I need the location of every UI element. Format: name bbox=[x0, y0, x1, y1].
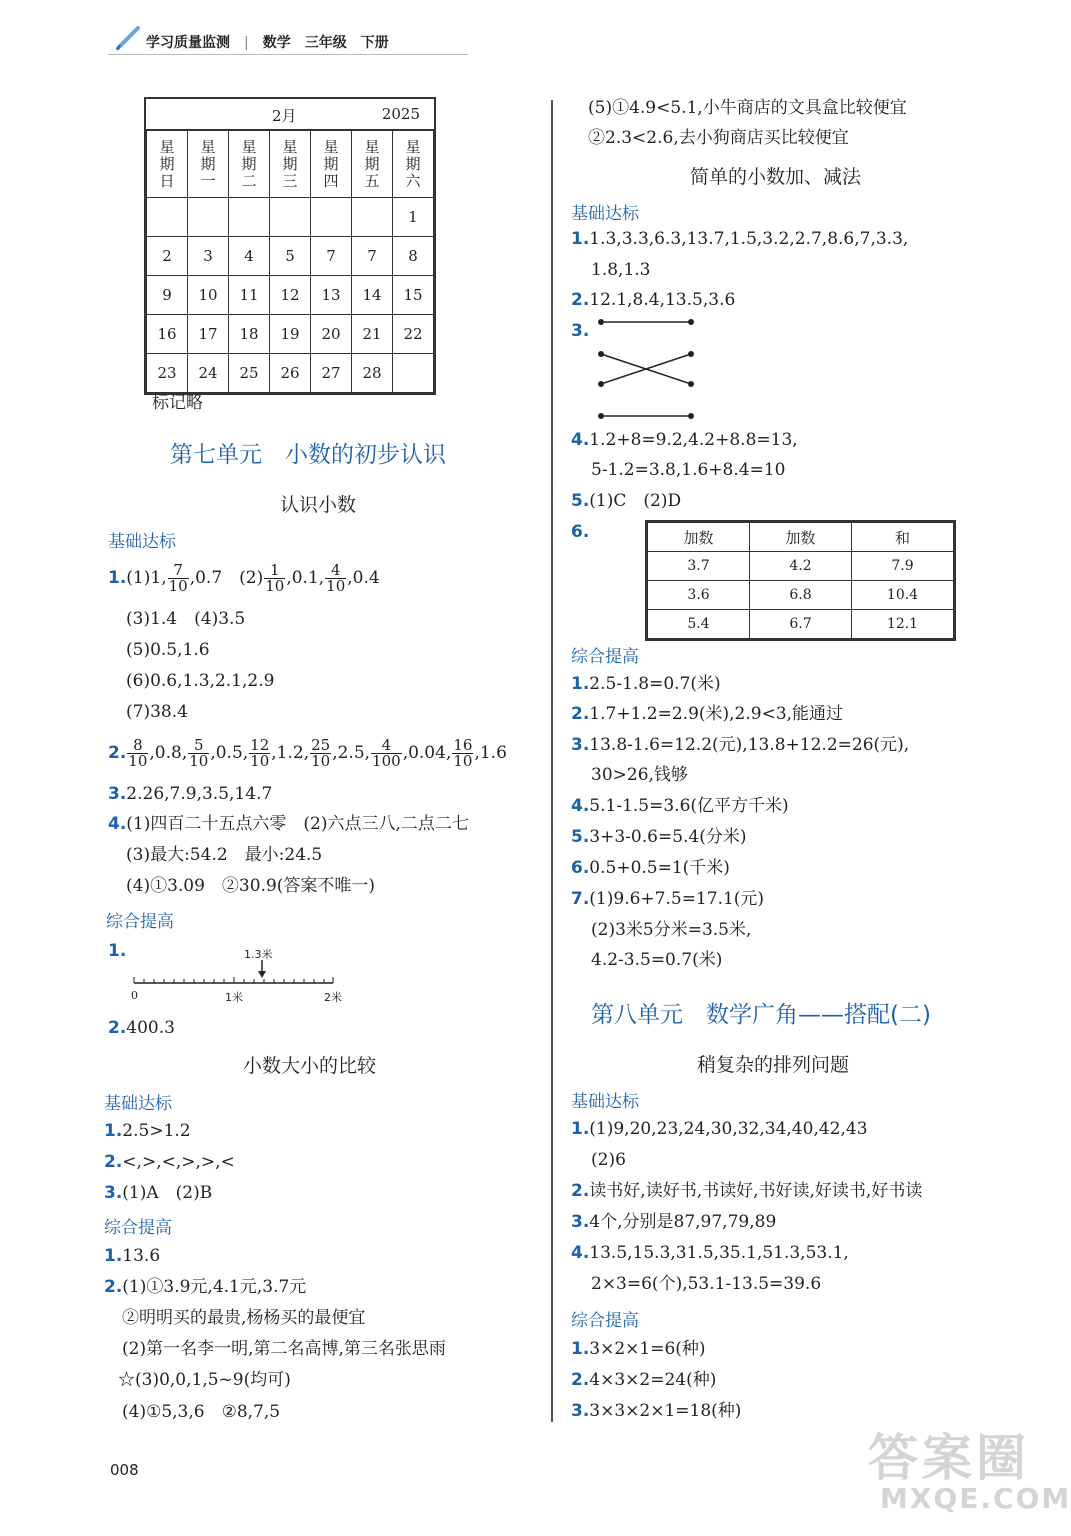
day-cell: 23 bbox=[147, 354, 188, 393]
answer-line: 5-1.2=3.8,1.6+8.4=10 bbox=[591, 460, 786, 480]
answer-line: (2)6 bbox=[591, 1150, 626, 1170]
day-cell: 12 bbox=[270, 276, 311, 315]
answer-line: (2)第一名李一明,第二名高博,第三名张思雨 bbox=[122, 1339, 446, 1359]
day-cell bbox=[270, 198, 311, 237]
answer-line: 3.2.26,7.9,3.5,14.7 bbox=[108, 784, 273, 804]
table-header: 加数 bbox=[750, 523, 852, 552]
weekday: 星期日 bbox=[147, 131, 188, 198]
answer-line: 2.4×3×2=24(种) bbox=[571, 1370, 717, 1390]
day-cell: 3 bbox=[188, 237, 229, 276]
table-cell: 6.8 bbox=[750, 581, 852, 610]
answer-line: 1.2.5>1.2 bbox=[104, 1121, 191, 1141]
day-cell: 4 bbox=[229, 237, 270, 276]
series-name: 学习质量监测 bbox=[146, 35, 230, 51]
table-cell: 3.6 bbox=[648, 581, 750, 610]
weekday: 星期一 bbox=[188, 131, 229, 198]
tick-label: 0 bbox=[131, 989, 138, 1002]
answer-line: (2)3米5分米=3.5米, bbox=[591, 920, 752, 940]
answer-line: 5.3+3-0.6=5.4(分米) bbox=[571, 827, 747, 847]
pencil-icon bbox=[114, 24, 142, 56]
day-cell: 2 bbox=[147, 237, 188, 276]
section-title: 稍复杂的排列问题 bbox=[697, 1054, 850, 1076]
table-cell: 10.4 bbox=[852, 581, 954, 610]
answer-line: 4.1.2+8=9.2,4.2+8.8=13, bbox=[571, 430, 798, 450]
answer-line: 2.400.3 bbox=[108, 1018, 175, 1038]
calendar-year: 2025 bbox=[381, 105, 420, 123]
answer-line: ☆(3)0,0,1,5~9(均可) bbox=[118, 1370, 291, 1390]
answer-line: 7.(1)9.6+7.5=17.1(元) bbox=[571, 889, 765, 909]
day-cell bbox=[188, 198, 229, 237]
day-cell: 11 bbox=[229, 276, 270, 315]
calendar-grid bbox=[146, 130, 434, 393]
answer-line: 5.(1)C (2)D bbox=[571, 491, 682, 511]
unit-title: 第八单元 数学广角——搭配(二) bbox=[591, 1002, 931, 1028]
tick-label: 1米 bbox=[225, 991, 243, 1004]
table-cell: 3.7 bbox=[648, 552, 750, 581]
column-divider bbox=[551, 100, 553, 1422]
answer-line: (6)0.6,1.3,2.1,2.9 bbox=[126, 671, 275, 691]
table-cell: 4.2 bbox=[750, 552, 852, 581]
weekday: 星期四 bbox=[311, 131, 352, 198]
day-cell: 18 bbox=[229, 315, 270, 354]
answer-line: 6.0.5+0.5=1(千米) bbox=[571, 858, 730, 878]
answer-line: (5)0.5,1.6 bbox=[126, 640, 210, 660]
answer-line: 3.13.8-1.6=12.2(元),13.8+12.2=26(元), bbox=[571, 735, 910, 755]
answer-line: 4.13.5,15.3,31.5,35.1,51.3,53.1, bbox=[571, 1243, 849, 1263]
number-line bbox=[128, 944, 348, 1006]
answer-line: 1.2.5-1.8=0.7(米) bbox=[571, 674, 721, 694]
day-cell: 28 bbox=[352, 354, 393, 393]
answer-line: (4)①3.09 ②30.9(答案不唯一) bbox=[126, 876, 376, 896]
table-row bbox=[648, 552, 954, 581]
subsection-label: 综合提高 bbox=[104, 1218, 172, 1238]
answer-line: (3)1.4 (4)3.5 bbox=[126, 609, 246, 629]
day-cell: 5 bbox=[270, 237, 311, 276]
weekday: 星期六 bbox=[393, 131, 434, 198]
weekday: 星期五 bbox=[352, 131, 393, 198]
table-cell: 5.4 bbox=[648, 610, 750, 639]
section-title: 小数大小的比较 bbox=[243, 1055, 377, 1077]
subsection-label: 综合提高 bbox=[106, 912, 174, 932]
volume: 下册 bbox=[360, 35, 389, 51]
day-cell: 22 bbox=[393, 315, 434, 354]
watermark-logo: 答案圈 bbox=[868, 1429, 1030, 1487]
day-cell: 14 bbox=[352, 276, 393, 315]
subsection-label: 基础达标 bbox=[571, 1092, 639, 1112]
day-cell: 15 bbox=[393, 276, 434, 315]
day-cell: 13 bbox=[311, 276, 352, 315]
answer-line: 2×3=6(个),53.1-13.5=39.6 bbox=[591, 1274, 822, 1294]
matching-lines bbox=[596, 312, 700, 424]
answer-line: 1.(1)9,20,23,24,30,32,34,40,42,43 bbox=[571, 1119, 868, 1139]
day-cell bbox=[147, 198, 188, 237]
day-cell: 17 bbox=[188, 315, 229, 354]
number-line-marker: 1.3米 bbox=[244, 948, 273, 961]
table-row bbox=[648, 581, 954, 610]
table-header: 和 bbox=[852, 523, 954, 552]
answer-line: 1.13.6 bbox=[104, 1246, 161, 1266]
subsection-label: 基础达标 bbox=[571, 204, 639, 224]
day-cell: 21 bbox=[352, 315, 393, 354]
day-cell: 16 bbox=[147, 315, 188, 354]
answer-line: 3. bbox=[571, 321, 590, 341]
calendar-header bbox=[146, 99, 434, 130]
header-rule bbox=[108, 54, 468, 55]
answer-line: 2.<,>,<,>,>,< bbox=[104, 1152, 235, 1172]
answer-line: 6. bbox=[571, 522, 590, 542]
subsection-label: 综合提高 bbox=[571, 647, 639, 667]
subject: 数学 bbox=[262, 35, 291, 51]
day-cell: 8 bbox=[393, 237, 434, 276]
day-cell: 20 bbox=[311, 315, 352, 354]
weekday: 星期三 bbox=[270, 131, 311, 198]
day-cell bbox=[311, 198, 352, 237]
day-cell bbox=[393, 354, 434, 393]
answer-line: (5)①4.9<5.1,小牛商店的文具盒比较便宜 bbox=[588, 98, 907, 118]
table-cell: 12.1 bbox=[852, 610, 954, 639]
answer-line: 2.12.1,8.4,13.5,3.6 bbox=[571, 290, 736, 310]
subsection-label: 基础达标 bbox=[104, 1094, 172, 1114]
day-cell: 9 bbox=[147, 276, 188, 315]
table-header: 加数 bbox=[648, 523, 750, 552]
answer-line: ②2.3<2.6,去小狗商店买比较便宜 bbox=[588, 128, 849, 148]
answer-line: (7)38.4 bbox=[126, 702, 188, 722]
day-cell: 26 bbox=[270, 354, 311, 393]
watermark-url: MXQE.COM bbox=[880, 1482, 1071, 1515]
subsection-label: 基础达标 bbox=[108, 532, 176, 552]
calendar bbox=[144, 97, 436, 395]
table-cell: 7.9 bbox=[852, 552, 954, 581]
answer-line: 3.4个,分别是87,97,79,89 bbox=[571, 1212, 777, 1232]
matching-diagram bbox=[596, 312, 700, 428]
answer-line: 1.3×2×1=6(种) bbox=[571, 1339, 706, 1359]
answer-line: 1.(1)1, $\frac{7}{10}$ ,0.7 (2) $\frac{1}{10}$ ,0.1, $\frac{4}{10}$ ,0.4 bbox=[108, 561, 380, 595]
page-header: 学习质量监测 | 数学 三年级 下册 bbox=[146, 35, 389, 51]
day-cell: 7 bbox=[311, 237, 352, 276]
grade: 三年级 bbox=[304, 35, 347, 51]
page-number: 008 bbox=[110, 1461, 139, 1479]
calendar-note: 标记略 bbox=[152, 393, 203, 413]
day-cell: 25 bbox=[229, 354, 270, 393]
day-cell: 19 bbox=[270, 315, 311, 354]
table-row bbox=[648, 610, 954, 639]
day-cell: 10 bbox=[188, 276, 229, 315]
section-title: 认识小数 bbox=[280, 494, 357, 516]
weekday: 星期二 bbox=[229, 131, 270, 198]
subsection-label: 综合提高 bbox=[571, 1311, 639, 1331]
answer-line: 4.2-3.5=0.7(米) bbox=[591, 950, 723, 970]
day-cell: 1 bbox=[393, 198, 434, 237]
answer-line: 4.(1)四百二十五点六零 (2)六点三八,二点二七 bbox=[108, 814, 469, 834]
day-cell bbox=[229, 198, 270, 237]
day-cell: 27 bbox=[311, 354, 352, 393]
calendar-month: 2月 bbox=[272, 107, 297, 125]
answer-line: ②明明买的最贵,杨杨买的最便宜 bbox=[122, 1308, 366, 1328]
day-cell: 7 bbox=[352, 237, 393, 276]
answer-line: (4)①5,3,6 ②8,7,5 bbox=[122, 1402, 281, 1422]
answer-line: 2. $\frac{8}{10}$ ,0.8, $\frac{5}{10}$ ,0.5, $\frac{12}{10}$ ,1.2, $\frac{25}{10}$ ,2.5, $\frac{4}{100}$ ,0.04, $\frac{16}{10}$ ,1.6 bbox=[108, 736, 507, 770]
addition-table bbox=[645, 520, 956, 641]
answer-line: 1.8,1.3 bbox=[591, 260, 651, 280]
answer-line: 2.(1)①3.9元,4.1元,3.7元 bbox=[104, 1277, 307, 1297]
answer-line: 2.读书好,读好书,书读好,书好读,好读书,好书读 bbox=[571, 1181, 923, 1201]
answer-line: 4.5.1-1.5=3.6(亿平方千米) bbox=[571, 796, 789, 816]
answer-line: 3.3×3×2×1=18(种) bbox=[571, 1401, 742, 1421]
tick-label: 2米 bbox=[324, 991, 342, 1004]
unit-title: 第七单元 小数的初步认识 bbox=[170, 442, 446, 468]
answer-line: 1.1.3,3.3,6.3,13.7,1.5,3.2,2.7,8.6,7,3.3, bbox=[571, 229, 909, 249]
answer-line: 30>26,钱够 bbox=[591, 765, 688, 785]
answer-line: 3.(1)A (2)B bbox=[104, 1183, 213, 1203]
day-cell: 24 bbox=[188, 354, 229, 393]
day-cell bbox=[352, 198, 393, 237]
section-title: 简单的小数加、减法 bbox=[690, 166, 862, 188]
table-cell: 6.7 bbox=[750, 610, 852, 639]
answer-line: 2.1.7+1.2=2.9(米),2.9<3,能通过 bbox=[571, 704, 844, 724]
answer-line: 1. bbox=[108, 941, 127, 961]
answer-line: (3)最大:54.2 最小:24.5 bbox=[126, 845, 323, 865]
